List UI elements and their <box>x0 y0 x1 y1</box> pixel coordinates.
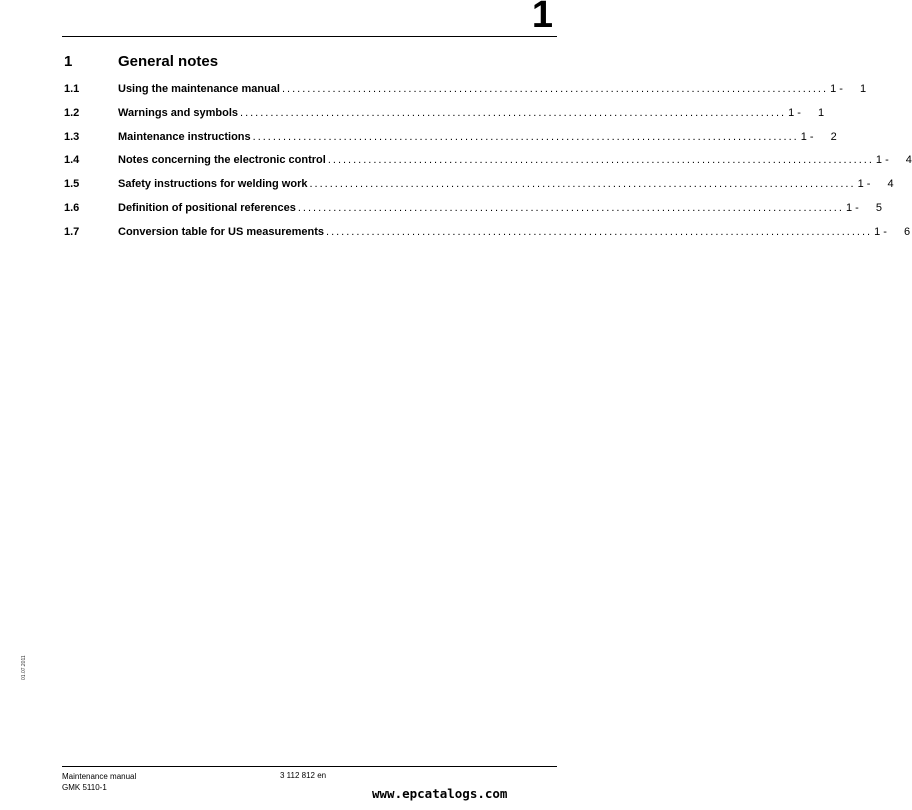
toc-row[interactable] <box>64 225 911 250</box>
footer-left <box>62 771 136 793</box>
footer-model: GMK 5110-1 <box>62 783 107 792</box>
toc-leader: ............................................................................................................ <box>252 130 799 143</box>
toc-leader: ............................................................................................................ <box>240 106 787 119</box>
footer-manual-title: Maintenance manual <box>62 772 137 781</box>
section-number: 1 <box>64 53 73 70</box>
toc-title[interactable]: Definition of positional references <box>118 201 296 214</box>
toc-leader: ............................................................................................................ <box>309 178 856 191</box>
toc-page: 1 <box>859 83 867 95</box>
chapter-number: 1 <box>531 0 553 36</box>
watermark: www.epcatalogs.com <box>372 786 508 801</box>
toc-title[interactable]: Maintenance instructions <box>118 130 251 143</box>
toc-page: 1 <box>817 106 825 119</box>
toc-chapter-ref: 1 - <box>788 106 801 119</box>
toc-row[interactable] <box>64 154 912 178</box>
toc-chapter-ref: 1 - <box>875 154 889 167</box>
toc-leader: ............................................................................................................ <box>327 154 874 167</box>
toc-row[interactable] <box>64 130 837 155</box>
toc-row[interactable] <box>64 106 825 131</box>
toc-chapter-ref: 1 - <box>800 130 814 143</box>
toc-chapter-ref: 1 - <box>874 225 887 238</box>
toc-number: 1.2 <box>64 106 80 119</box>
bottom-rule <box>62 766 557 767</box>
side-date: 01.07.2011 <box>21 655 27 680</box>
toc-title[interactable]: Notes concerning the electronic control <box>118 154 326 167</box>
footer-doc-number: 3 112 812 en <box>280 771 327 780</box>
toc-number: 1.3 <box>64 130 80 143</box>
toc-number: 1.1 <box>64 83 80 95</box>
toc-leader: ............................................................................................................ <box>281 83 829 95</box>
section-title: General notes <box>118 53 219 70</box>
toc-title[interactable]: Using the maintenance manual <box>118 83 280 95</box>
toc-page: 6 <box>903 225 911 238</box>
toc-title[interactable]: Safety instructions for welding work <box>118 178 308 191</box>
toc-title[interactable]: Warnings and symbols <box>118 106 239 119</box>
toc-chapter-ref: 1 - <box>845 201 859 214</box>
toc-page: 2 <box>830 130 837 143</box>
toc-row[interactable] <box>64 83 867 107</box>
toc-leader: ............................................................................................................ <box>326 225 873 238</box>
toc-number: 1.5 <box>64 178 80 191</box>
toc-number: 1.6 <box>64 201 80 214</box>
toc-title[interactable]: Conversion table for US measurements <box>118 225 325 238</box>
top-rule <box>62 36 557 37</box>
toc-row[interactable] <box>64 178 894 202</box>
toc-row[interactable] <box>64 201 882 226</box>
toc-chapter-ref: 1 - <box>830 83 843 95</box>
toc-number: 1.4 <box>64 154 80 167</box>
toc-chapter-ref: 1 - <box>857 178 871 191</box>
table-of-contents <box>64 83 912 250</box>
toc-leader: ............................................................................................................ <box>297 201 844 214</box>
toc-number: 1.7 <box>64 225 80 238</box>
toc-page: 4 <box>887 178 894 191</box>
toc-page: 5 <box>875 201 882 214</box>
toc-page: 4 <box>905 154 912 167</box>
